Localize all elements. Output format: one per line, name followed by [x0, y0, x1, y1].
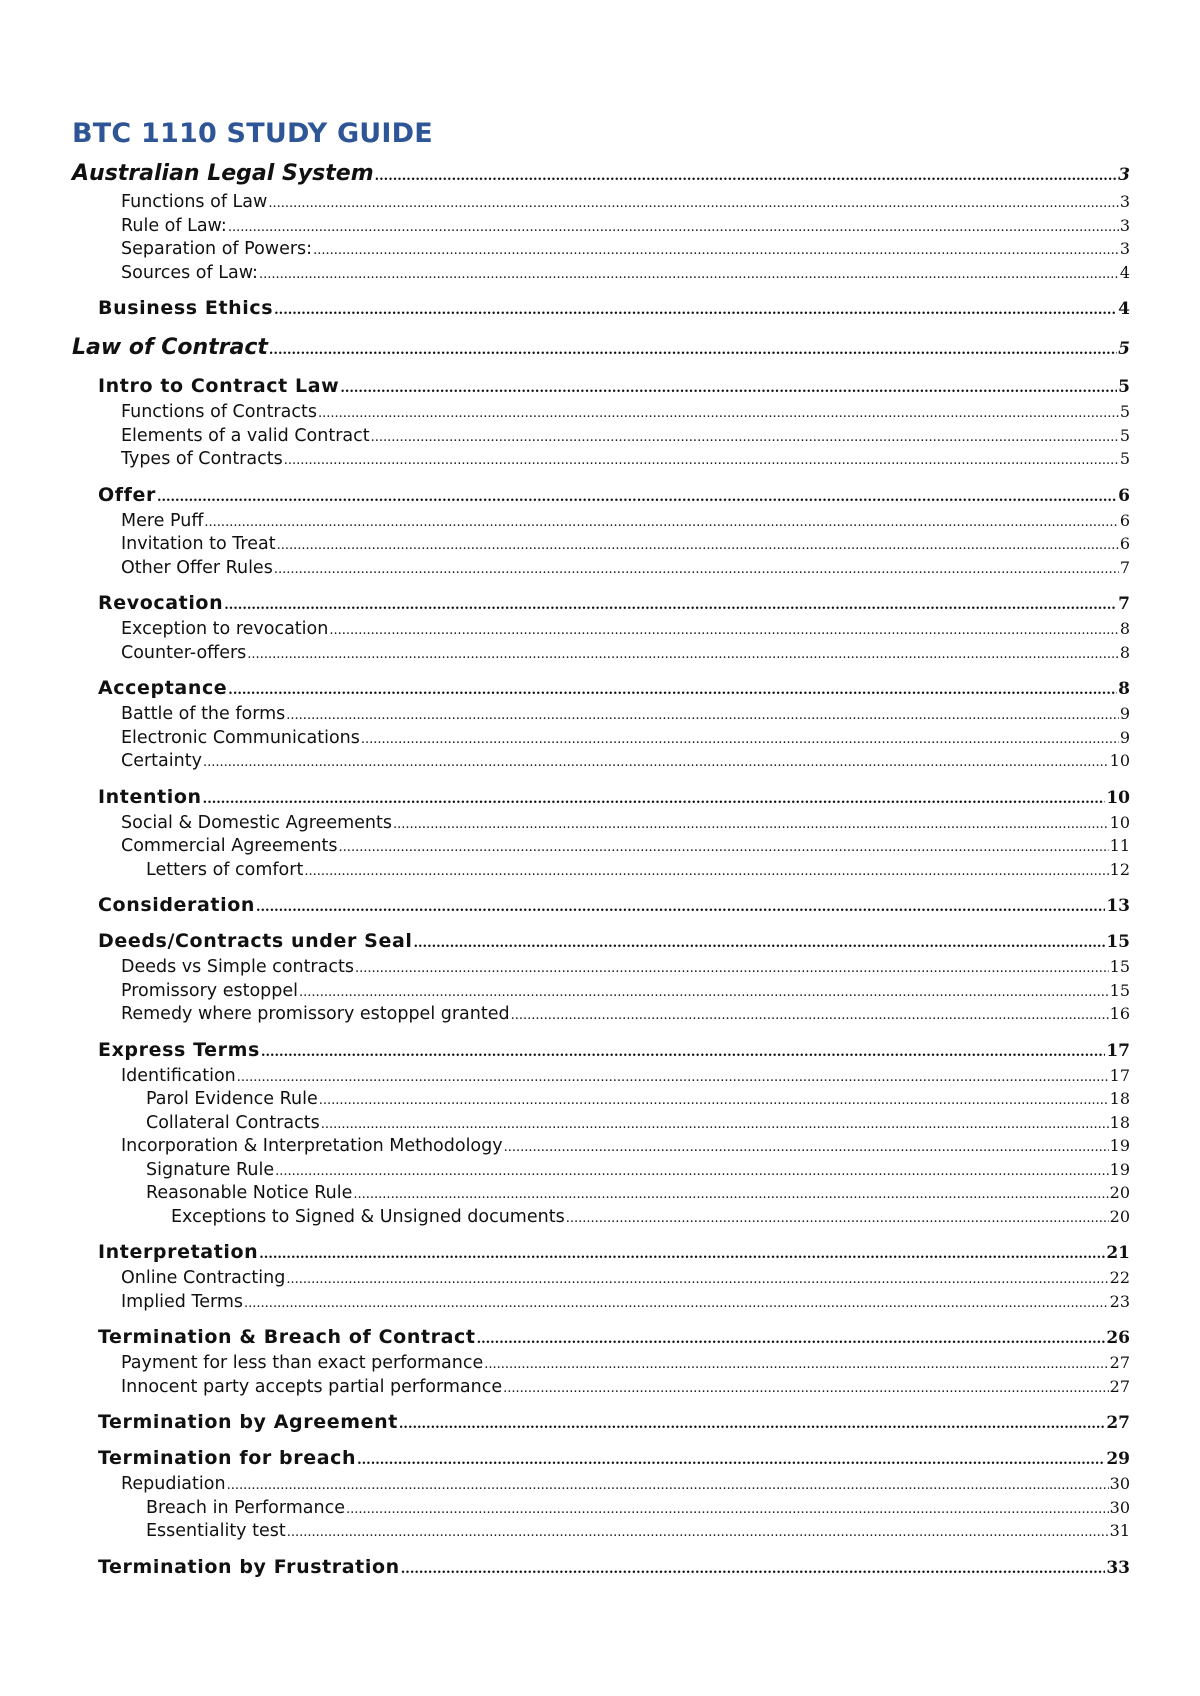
- toc-entry[interactable]: [72, 834, 1130, 858]
- toc-entry-page-number: 3: [1119, 215, 1130, 235]
- toc-entry-page-number: 18: [1109, 1089, 1130, 1108]
- toc-entry[interactable]: [72, 509, 1130, 533]
- toc-entry-label: Offer: [98, 483, 156, 506]
- toc-entry-label: Other Offer Rules: [121, 557, 273, 578]
- dot-leader: [286, 1268, 1108, 1292]
- dot-leader: [566, 1207, 1109, 1231]
- toc-entry-page-number: 8: [1119, 642, 1130, 662]
- toc-entry-label: Termination & Breach of Contract: [98, 1326, 476, 1348]
- toc-entry[interactable]: [72, 190, 1130, 214]
- toc-entry-label: Remedy where promissory estoppel granted: [121, 1004, 510, 1024]
- dot-leader: [269, 337, 1117, 365]
- toc-entry-page-number: 17: [1106, 1040, 1130, 1061]
- toc-entry[interactable]: [72, 1375, 1130, 1399]
- dot-leader: [321, 1113, 1109, 1137]
- dot-leader: [203, 788, 1106, 812]
- toc-entry[interactable]: [72, 1351, 1130, 1375]
- toc-entry-page-number: 5: [1119, 449, 1130, 468]
- toc-entry[interactable]: [72, 1087, 1130, 1111]
- dot-leader: [256, 896, 1105, 920]
- toc-entry-page-number: 5: [1118, 377, 1130, 397]
- toc-entry[interactable]: [72, 617, 1130, 641]
- dot-leader: [304, 860, 1108, 884]
- dot-leader: [503, 1377, 1109, 1401]
- toc-entry-label: Termination for breach: [98, 1447, 357, 1469]
- toc-entry-label: Acceptance: [98, 677, 228, 699]
- toc-entry-page-number: 9: [1119, 704, 1130, 723]
- toc-entry-page-number: 8: [1119, 619, 1130, 638]
- toc-entry[interactable]: [72, 1266, 1130, 1290]
- toc-entry-page-number: 19: [1109, 1159, 1130, 1179]
- toc-entry-page-number: 22: [1109, 1268, 1130, 1287]
- toc-entry-label: Express Terms: [98, 1038, 260, 1061]
- toc-entry-label: Exceptions to Signed & Unsigned documents: [171, 1206, 565, 1227]
- toc-entry-page-number: 10: [1109, 751, 1130, 770]
- toc-entry[interactable]: [72, 1181, 1130, 1205]
- toc-entry-page-number: 10: [1109, 812, 1130, 832]
- dot-leader: [204, 511, 1118, 535]
- toc-entry-label: Parol Evidence Rule: [146, 1089, 318, 1109]
- toc-entry[interactable]: [72, 1134, 1130, 1158]
- toc-entry-page-number: 5: [1119, 402, 1130, 421]
- dot-leader: [274, 299, 1117, 323]
- dot-leader: [277, 534, 1119, 558]
- toc-entry[interactable]: [72, 676, 1130, 700]
- toc-entry-page-number: 20: [1109, 1206, 1130, 1226]
- toc-entry-page-number: 6: [1119, 510, 1130, 530]
- toc-entry-page-number: 15: [1109, 957, 1130, 976]
- dot-leader: [313, 239, 1119, 263]
- dot-leader: [287, 1521, 1109, 1545]
- toc-entry-page-number: 31: [1109, 1521, 1130, 1540]
- toc-entry[interactable]: [72, 1002, 1130, 1026]
- dot-leader: [244, 1292, 1109, 1316]
- toc-entry-page-number: 7: [1119, 557, 1130, 577]
- dot-leader: [371, 426, 1119, 450]
- toc-entry-label: Invitation to Treat: [121, 534, 276, 554]
- toc-entry[interactable]: [72, 858, 1130, 882]
- toc-entry[interactable]: [72, 1290, 1130, 1314]
- toc-entry-label: Business Ethics: [98, 297, 274, 319]
- toc-entry[interactable]: [72, 334, 1130, 362]
- toc-entry-label: Consideration: [98, 894, 255, 916]
- toc-entry-label: Essentiality test: [146, 1521, 286, 1541]
- toc-entry-page-number: 11: [1109, 836, 1130, 855]
- toc-entry-label: Intention: [98, 785, 202, 808]
- toc-entry-label: Australian Legal System: [72, 161, 374, 186]
- toc-entry-page-number: 27: [1109, 1353, 1130, 1372]
- toc-entry[interactable]: [72, 483, 1130, 507]
- toc-entry[interactable]: [72, 1519, 1130, 1543]
- toc-entry[interactable]: [72, 237, 1130, 261]
- dot-leader: [286, 704, 1119, 728]
- dot-leader: [274, 558, 1119, 582]
- toc-entry-label: Identification: [121, 1065, 236, 1086]
- dot-leader: [261, 1041, 1105, 1065]
- toc-entry-label: Mere Puff: [121, 510, 204, 531]
- toc-entry-label: Termination by Frustration: [98, 1555, 400, 1578]
- toc-entry[interactable]: [72, 811, 1130, 835]
- dot-leader: [504, 1136, 1109, 1160]
- toc-entry-label: Breach in Performance: [146, 1497, 345, 1518]
- toc-entry-page-number: 27: [1106, 1413, 1130, 1433]
- toc-entry[interactable]: [72, 532, 1130, 556]
- toc-entry-page-number: 21: [1106, 1243, 1130, 1263]
- toc-entry-page-number: 23: [1109, 1291, 1130, 1311]
- toc-entry-label: Online Contracting: [121, 1268, 286, 1288]
- toc-entry-page-number: 26: [1106, 1328, 1130, 1348]
- toc-entry-page-number: 9: [1119, 727, 1130, 747]
- toc-entry-label: Reasonable Notice Rule: [146, 1183, 353, 1203]
- toc-entry-page-number: 29: [1106, 1449, 1130, 1469]
- toc-entry[interactable]: [72, 955, 1130, 979]
- dot-leader: [477, 1328, 1106, 1352]
- toc-entry[interactable]: [72, 1111, 1130, 1135]
- dot-leader: [329, 619, 1118, 643]
- toc-entry-page-number: 5: [1118, 339, 1130, 359]
- toc-entry-page-number: 33: [1106, 1557, 1130, 1578]
- toc-entry[interactable]: [72, 1064, 1130, 1088]
- toc-entry[interactable]: [72, 1555, 1130, 1579]
- toc-entry-page-number: 15: [1106, 932, 1130, 952]
- toc-entry-page-number: 7: [1118, 594, 1130, 614]
- toc-entry[interactable]: [72, 447, 1130, 471]
- toc-entry-label: Intro to Contract Law: [98, 375, 340, 397]
- toc-entry-label: Sources of Law:: [121, 262, 258, 283]
- toc-entry-page-number: 27: [1109, 1376, 1130, 1396]
- toc-entry-page-number: 3: [1118, 165, 1130, 185]
- dot-leader: [375, 163, 1118, 191]
- toc-entry-label: Interpretation: [98, 1241, 259, 1263]
- toc-entry-label: Law of Contract: [72, 335, 268, 360]
- toc-entry-label: Deeds vs Simple contracts: [121, 957, 354, 977]
- toc-entry-page-number: 18: [1109, 1112, 1130, 1132]
- document-page: [72, 118, 1130, 1579]
- toc-entry-label: Payment for less than exact performance: [121, 1353, 484, 1373]
- toc-entry[interactable]: [72, 1038, 1130, 1062]
- dot-leader: [268, 192, 1118, 216]
- toc-entry-page-number: 30: [1109, 1497, 1130, 1517]
- toc-entry[interactable]: [72, 261, 1130, 285]
- toc-entry-label: Types of Contracts: [121, 449, 283, 469]
- toc-entry[interactable]: [72, 1446, 1130, 1470]
- dot-leader: [259, 1243, 1105, 1267]
- toc-entry-page-number: 4: [1119, 262, 1130, 282]
- dot-leader: [227, 1474, 1109, 1498]
- toc-entry[interactable]: [72, 214, 1130, 238]
- toc-entry-page-number: 20: [1109, 1183, 1130, 1202]
- dot-leader: [247, 643, 1119, 667]
- toc-entry-page-number: 19: [1109, 1136, 1130, 1155]
- toc-entry[interactable]: [72, 591, 1130, 615]
- toc-entry-page-number: 15: [1109, 980, 1130, 1000]
- toc-entry-label: Deeds/Contracts under Seal: [98, 930, 413, 952]
- toc-entry[interactable]: [72, 785, 1130, 809]
- dot-leader: [319, 1089, 1109, 1113]
- toc-entry-page-number: 30: [1109, 1474, 1130, 1493]
- toc-entry-page-number: 17: [1109, 1065, 1130, 1085]
- document-title: BTC 1110 STUDY GUIDE: [72, 118, 433, 149]
- toc-entry-page-number: 6: [1119, 534, 1130, 553]
- toc-entry[interactable]: [72, 1240, 1130, 1264]
- toc-entry-page-number: 13: [1106, 896, 1130, 916]
- toc-entry-page-number: 12: [1109, 859, 1130, 879]
- dot-leader: [399, 1413, 1105, 1437]
- toc-entry-label: Promissory estoppel: [121, 980, 299, 1001]
- toc-entry-label: Social & Domestic Agreements: [121, 812, 392, 833]
- toc-entry[interactable]: [72, 556, 1130, 580]
- table-of-contents: [72, 160, 1130, 1579]
- dot-leader: [157, 486, 1117, 510]
- toc-entry-label: Counter-offers: [121, 642, 247, 663]
- toc-entry[interactable]: [72, 702, 1130, 726]
- toc-entry-page-number: 3: [1119, 192, 1130, 211]
- toc-entry-label: Rule of Law:: [121, 215, 227, 236]
- toc-entry-label: Innocent party accepts partial performance: [121, 1376, 503, 1397]
- toc-entry-page-number: 10: [1106, 787, 1130, 808]
- dot-leader: [237, 1066, 1109, 1090]
- toc-entry-label: Incorporation & Interpretation Methodology: [121, 1136, 503, 1156]
- dot-leader: [353, 1183, 1108, 1207]
- toc-entry[interactable]: [72, 749, 1130, 773]
- toc-entry[interactable]: [72, 893, 1130, 917]
- toc-entry-page-number: 4: [1118, 299, 1130, 319]
- toc-entry[interactable]: [72, 1205, 1130, 1229]
- toc-entry-label: Implied Terms: [121, 1291, 244, 1312]
- toc-entry-label: Collateral Contracts: [146, 1112, 320, 1133]
- dot-leader: [361, 728, 1119, 752]
- toc-entry-page-number: 8: [1118, 679, 1130, 699]
- toc-entry-label: Repudiation: [121, 1474, 226, 1494]
- toc-entry-label: Separation of Powers:: [121, 239, 313, 259]
- toc-entry-page-number: 3: [1119, 239, 1130, 258]
- toc-entry-label: Elements of a valid Contract: [121, 425, 370, 446]
- toc-entry[interactable]: [72, 929, 1130, 953]
- toc-entry-label: Commercial Agreements: [121, 836, 338, 856]
- dot-leader: [401, 1558, 1106, 1582]
- toc-entry-label: Certainty: [121, 751, 202, 771]
- toc-entry-label: Revocation: [98, 592, 224, 614]
- toc-entry-page-number: 5: [1119, 425, 1130, 445]
- dot-leader: [299, 981, 1109, 1005]
- toc-entry[interactable]: [72, 1158, 1130, 1182]
- toc-entry-page-number: 6: [1118, 485, 1130, 506]
- toc-entry[interactable]: [72, 1496, 1130, 1520]
- dot-leader: [318, 402, 1119, 426]
- toc-entry-label: Signature Rule: [146, 1159, 275, 1180]
- toc-entry[interactable]: [72, 374, 1130, 398]
- dot-leader: [228, 216, 1119, 240]
- dot-leader: [484, 1353, 1108, 1377]
- toc-entry[interactable]: [72, 979, 1130, 1003]
- dot-leader: [339, 836, 1109, 860]
- dot-leader: [355, 957, 1109, 981]
- dot-leader: [259, 263, 1119, 287]
- dot-leader: [393, 813, 1109, 837]
- dot-leader: [284, 449, 1119, 473]
- toc-entry[interactable]: [72, 296, 1130, 320]
- toc-entry[interactable]: [72, 1325, 1130, 1349]
- dot-leader: [275, 1160, 1109, 1184]
- toc-entry[interactable]: [72, 400, 1130, 424]
- toc-entry[interactable]: [72, 160, 1130, 188]
- dot-leader: [357, 1449, 1105, 1473]
- toc-entry-label: Functions of Law: [121, 192, 268, 212]
- toc-entry[interactable]: [72, 424, 1130, 448]
- dot-leader: [511, 1004, 1109, 1028]
- toc-entry[interactable]: [72, 1410, 1130, 1434]
- dot-leader: [224, 594, 1117, 618]
- toc-entry-label: Battle of the forms: [121, 704, 286, 724]
- toc-entry-label: Termination by Agreement: [98, 1411, 398, 1433]
- dot-leader: [203, 751, 1109, 775]
- dot-leader: [228, 679, 1117, 703]
- dot-leader: [346, 1498, 1109, 1522]
- toc-entry-label: Exception to revocation: [121, 619, 329, 639]
- toc-entry-label: Electronic Communications: [121, 727, 360, 748]
- toc-entry[interactable]: [72, 1472, 1130, 1496]
- toc-entry-page-number: 16: [1109, 1004, 1130, 1023]
- dot-leader: [340, 377, 1117, 401]
- toc-entry[interactable]: [72, 641, 1130, 665]
- toc-entry-label: Functions of Contracts: [121, 402, 317, 422]
- toc-entry-label: Letters of comfort: [146, 859, 304, 880]
- dot-leader: [414, 932, 1106, 956]
- toc-entry[interactable]: [72, 726, 1130, 750]
